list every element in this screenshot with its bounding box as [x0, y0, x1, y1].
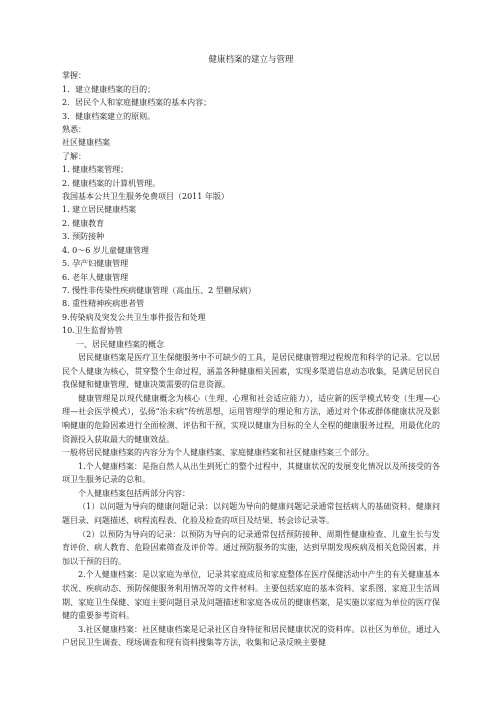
paragraph: （1）以问题为导向的健康问题记录：以问题为导向的健康问题记录通常包括病人的基础资料、健康问题目录、问题描述、病程流程表、化验及检查的项目及结果、转会诊记录等。: [62, 502, 440, 526]
list-item: 3. 预防接种: [62, 232, 105, 242]
list-item: 2. 健康教育: [62, 218, 105, 228]
text-line: 3．健康档案建立的原则。: [62, 111, 156, 121]
paragraph: 1.个人健康档案：是指自然人从出生到死亡的整个过程中，其健康状况的发展变化情况以及所接受的各项卫生服务记录的总和。: [62, 461, 440, 485]
paragraph: 一般将居民健康档案的内容分为个人健康档案、家庭健康档案和社区健康档案三个部分。: [62, 448, 374, 458]
text-line: 我国基本公共卫生服务免费项目（2011 年版）: [62, 192, 229, 202]
text-line: 掌握：: [62, 71, 86, 81]
document-title: 健康档案的建立与管理: [208, 55, 294, 65]
list-item: 8. 重性精神疾病患者管: [62, 299, 145, 309]
paragraph: 居民健康档案是医疗卫生保健服务中不可缺少的工具，是居民健康管理过程规范和科学的记录。它以居民个人健康为核心，贯穿整个生命过程，涵盖各种健康相关因素，实现多渠道信息动态收集，是满足居民自我保健和健康管理、健康决策需要的信息资源。: [62, 352, 440, 390]
text-line: 熟悉：: [62, 125, 86, 135]
text-line: 2. 健康档案的计算机管理。: [62, 178, 161, 188]
list-item: 5. 孕产妇健康管理: [62, 259, 129, 269]
text-line: 社区健康档案: [62, 138, 110, 148]
paragraph: 健康管理是以现代健康概念为核心（生理、心理和社会适应能力），适应新的医学模式转变（生理—心理—社会医学模式），弘扬“治未病”传统思想，运用管理学的理论和方法，通过对个体或群体健康状况及影响健康的危险因素进行全面检测、评估和干预，实现以健康为目标的全人全程的健康服务过程，用最优化的资源投入获取最大的健康效益。: [62, 393, 440, 444]
text-line: 2．居民个人和家庭健康档案的基本内容；: [62, 98, 212, 108]
list-item: 6. 老年人健康管理: [62, 272, 129, 282]
text-line: 1．建立健康档案的目的；: [62, 84, 156, 94]
paragraph: 个人健康档案包括两部分内容：: [78, 488, 190, 498]
list-item: 10.卫生监督协管: [62, 326, 123, 336]
text-line: 1. 健康档案管理；: [62, 165, 129, 175]
list-item: 4. 0～6 岁儿童健康管理: [62, 245, 149, 255]
section-heading: 一、居民健康档案的概念: [76, 339, 164, 349]
text-line: 了解：: [62, 151, 86, 161]
paragraph: （2）以预防为导向的记录：以预防为导向的记录通常包括预防接种、周期性健康检查、儿童生长与发育评价、病人教育、危险因素筛查及评价等。通过预防服务的实施，达到早期发现疾病及相关危险因素，并加以干预的目的。: [62, 529, 440, 566]
paragraph: 3.社区健康档案：社区健康档案是记录社区自身特征和居民健康状况的资料库。以社区为单位，通过入户居民卫生调查、现场调查和现有资料搜集等方法，收集和记录反映主要健: [62, 624, 440, 648]
paragraph: 2.个人健康档案：是以家庭为单位，记录其家庭成员和家庭整体在医疗保健活动中产生的有关健康基本状况、疾病动态、预防保健服务利用情况等的文件材料。主要包括家庭的基本资料、家系图、家庭卫生活周期、家庭卫生保健、家庭主要问题目录及问题描述和家庭各成员的健康档案，是实施以家庭为单位的医疗保健的重要参考资料。: [62, 570, 440, 621]
list-item: 9.传染病及突发公共卫生事件报告和处理: [62, 312, 206, 322]
list-item: 1. 建立居民健康档案: [62, 205, 137, 215]
list-item: 7. 慢性非传染性疾病健康管理（高血压、2 型糖尿病）: [62, 285, 256, 295]
